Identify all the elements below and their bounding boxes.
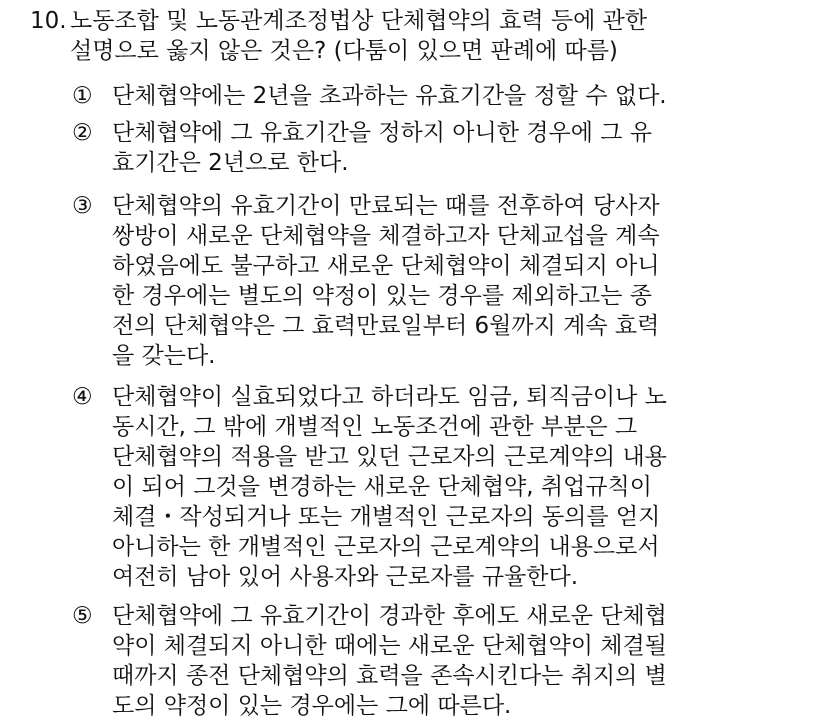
option-5-line-1: 단체협약에 그 유효기간이 경과한 후에도 새로운 단체협 xyxy=(112,603,667,629)
option-2-line-2: 효기간은 2년으로 한다. xyxy=(112,150,349,176)
option-4-line-6: 아니하는 한 개별적인 근로자의 근로계약의 내용으로서 xyxy=(112,534,660,560)
option-4-line-2: 동시간, 그 밖에 개별적인 노동조건에 관한 부분은 그 xyxy=(112,414,638,440)
option-5-line-3: 때까지 종전 단체협약의 효력을 존속시킨다는 취지의 별 xyxy=(112,663,667,689)
option-5-line-2: 약이 체결되지 아니한 때에는 새로운 단체협약이 체결될 xyxy=(112,633,667,659)
question-stem-line-1: 노동조합 및 노동관계조정법상 단체협약의 효력 등에 관한 xyxy=(70,8,648,34)
question-number: 10. xyxy=(30,8,67,34)
option-3-line-1: 단체협약의 유효기간이 만료되는 때를 전후하여 당사자 xyxy=(112,193,660,219)
option-4-line-4: 이 되어 그것을 변경하는 새로운 단체협약, 취업규칙이 xyxy=(112,474,652,500)
option-4-line-1: 단체협약이 실효되었다고 하더라도 임금, 퇴직금이나 노 xyxy=(112,384,667,410)
option-1-marker: ① xyxy=(72,83,93,109)
option-3-line-4: 한 경우에는 별도의 약정이 있는 경우를 제외하고는 종 xyxy=(112,283,652,309)
option-2-line-1: 단체협약에 그 유효기간을 정하지 아니한 경우에 그 유 xyxy=(112,120,652,146)
option-3-line-5: 전의 단체협약은 그 효력만료일부터 6월까지 계속 효력 xyxy=(112,313,660,339)
option-3-line-6: 을 갖는다. xyxy=(112,343,216,369)
option-1-line-1: 단체협약에는 2년을 초과하는 유효기간을 정할 수 없다. xyxy=(112,83,667,109)
option-4-marker: ④ xyxy=(72,384,93,410)
option-3-marker: ③ xyxy=(72,193,93,219)
option-3-line-3: 하였음에도 불구하고 새로운 단체협약이 체결되지 아니 xyxy=(112,253,660,279)
option-5-line-4: 도의 약정이 있는 경우에는 그에 따른다. xyxy=(112,693,512,719)
option-3-line-2: 쌍방이 새로운 단체협약을 체결하고자 단체교섭을 계속 xyxy=(112,223,660,249)
option-5-marker: ⑤ xyxy=(72,603,93,629)
question-stem-line-2: 설명으로 옳지 않은 것은? (다툼이 있으면 판례에 따름) xyxy=(70,38,618,64)
option-4-line-7: 여전히 남아 있어 사용자와 근로자를 규율한다. xyxy=(112,564,579,590)
option-2-marker: ② xyxy=(72,120,93,146)
option-4-line-5: 체결・작성되거나 또는 개별적인 근로자의 동의를 얻지 xyxy=(112,504,661,530)
option-4-line-3: 단체협약의 적용을 받고 있던 근로자의 근로계약의 내용 xyxy=(112,444,667,470)
